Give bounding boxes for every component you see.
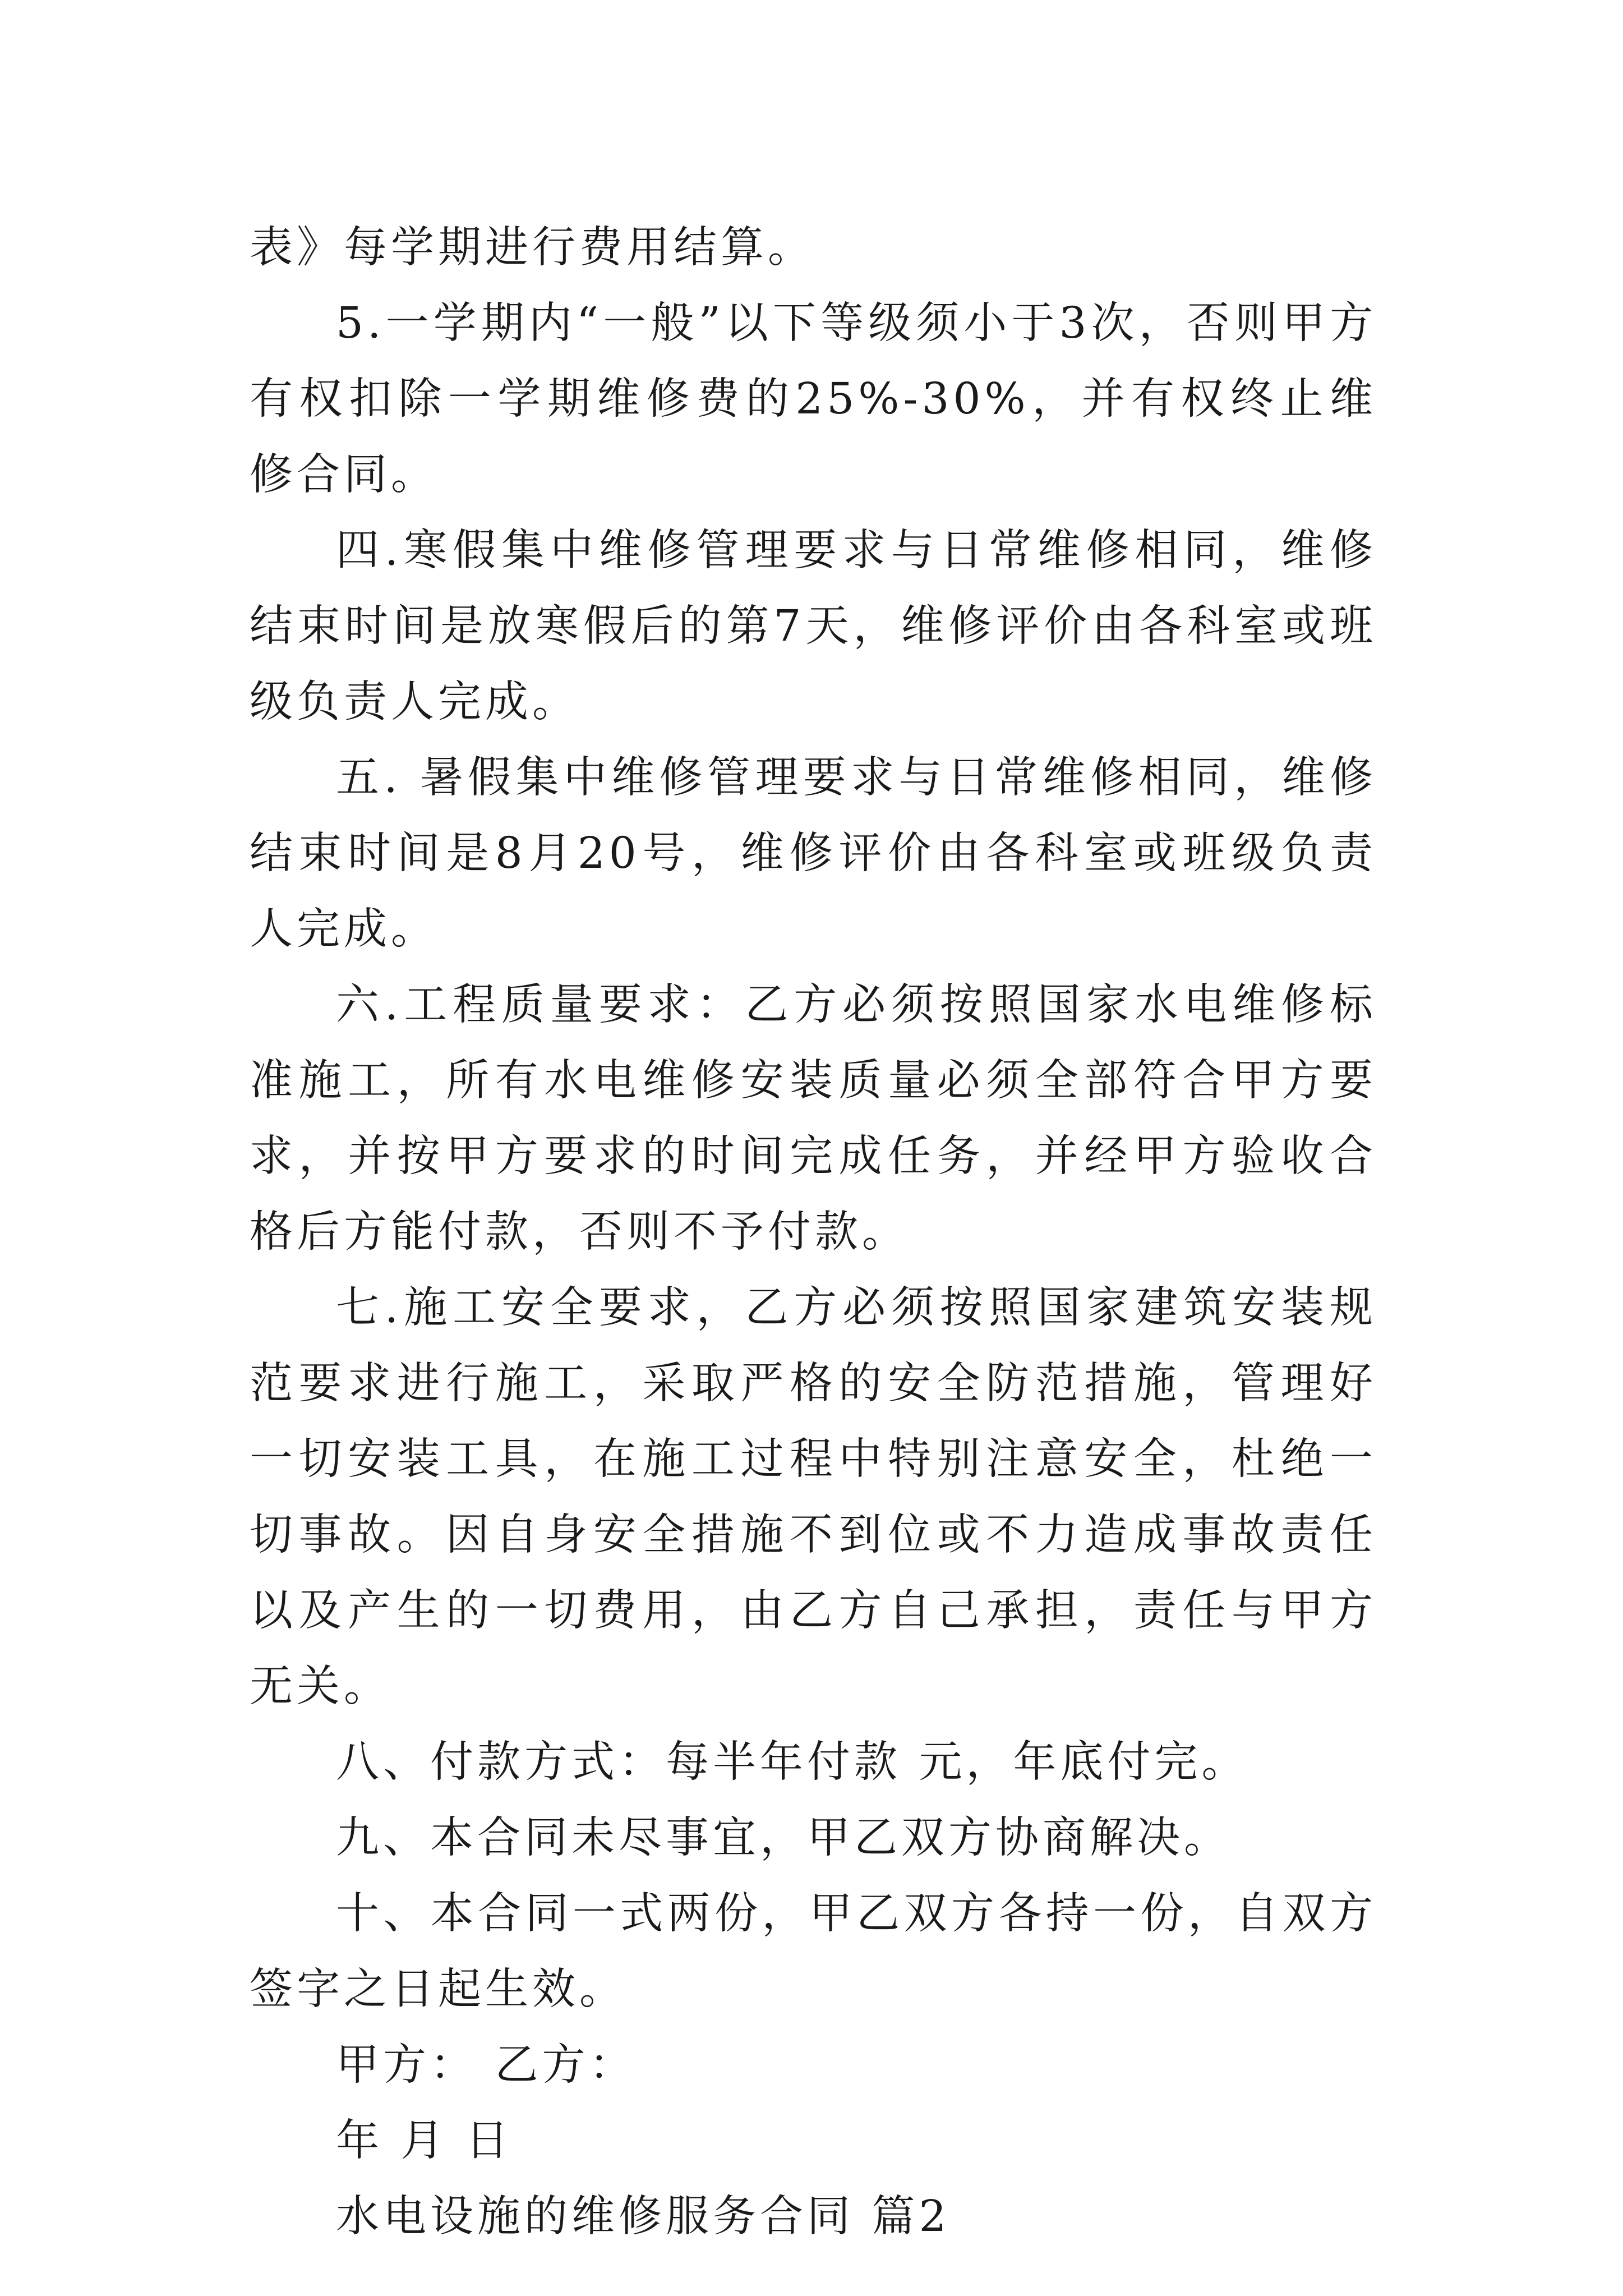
paragraph-summer-maintenance: 五. 暑假集中维修管理要求与日常维修相同，维修结束时间是8月20号，维修评价由各科室或班级负责人完成。	[250, 753, 1377, 954]
signature-parties: 甲方： 乙方：	[336, 2040, 637, 2090]
paragraph-safety-requirements: 七.施工安全要求，乙方必须按照国家建筑安装规范要求进行施工，采取严格的安全防范措施，管理好一切安装工具，在施工过程中特别注意安全，杜绝一切事故。因自身安全措施不到位或不力造成事故责任以及产生的一切费用，由乙方自己承担，责任与甲方无关。	[250, 1283, 1377, 1711]
document-body	[250, 210, 1377, 2254]
signature-date: 年 月 日	[336, 2116, 513, 2166]
paragraph-quality-requirements: 六.工程质量要求：乙方必须按照国家水电维修标准施工，所有水电维修安装质量必须全部符合甲方要求，并按甲方要求的时间完成任务，并经甲方验收合格后方能付款，否则不予付款。	[250, 980, 1377, 1257]
paragraph-unresolved-matters: 九、本合同未尽事宜，甲乙双方协商解决。	[336, 1813, 1231, 1863]
paragraph-winter-maintenance: 四.寒假集中维修管理要求与日常维修相同，维修结束时间是放寒假后的第7天，维修评价由各科室或班级负责人完成。	[250, 526, 1377, 727]
paragraph-copies-effective: 十、本合同一式两份，甲乙双方各持一份，自双方签字之日起生效。	[250, 1889, 1377, 2014]
section-heading-part-2: 水电设施的维修服务合同 篇2	[336, 2192, 951, 2242]
paragraph-payment-method: 八、付款方式：每半年付款 元，年底付完。	[336, 1737, 1249, 1787]
paragraph-item-5: 5.一学期内“一般”以下等级须小于3次，否则甲方有权扣除一学期维修费的25%-30%，并有权终止维修合同。	[250, 298, 1377, 500]
paragraph-settlement: 表》每学期进行费用结算。	[250, 223, 815, 273]
